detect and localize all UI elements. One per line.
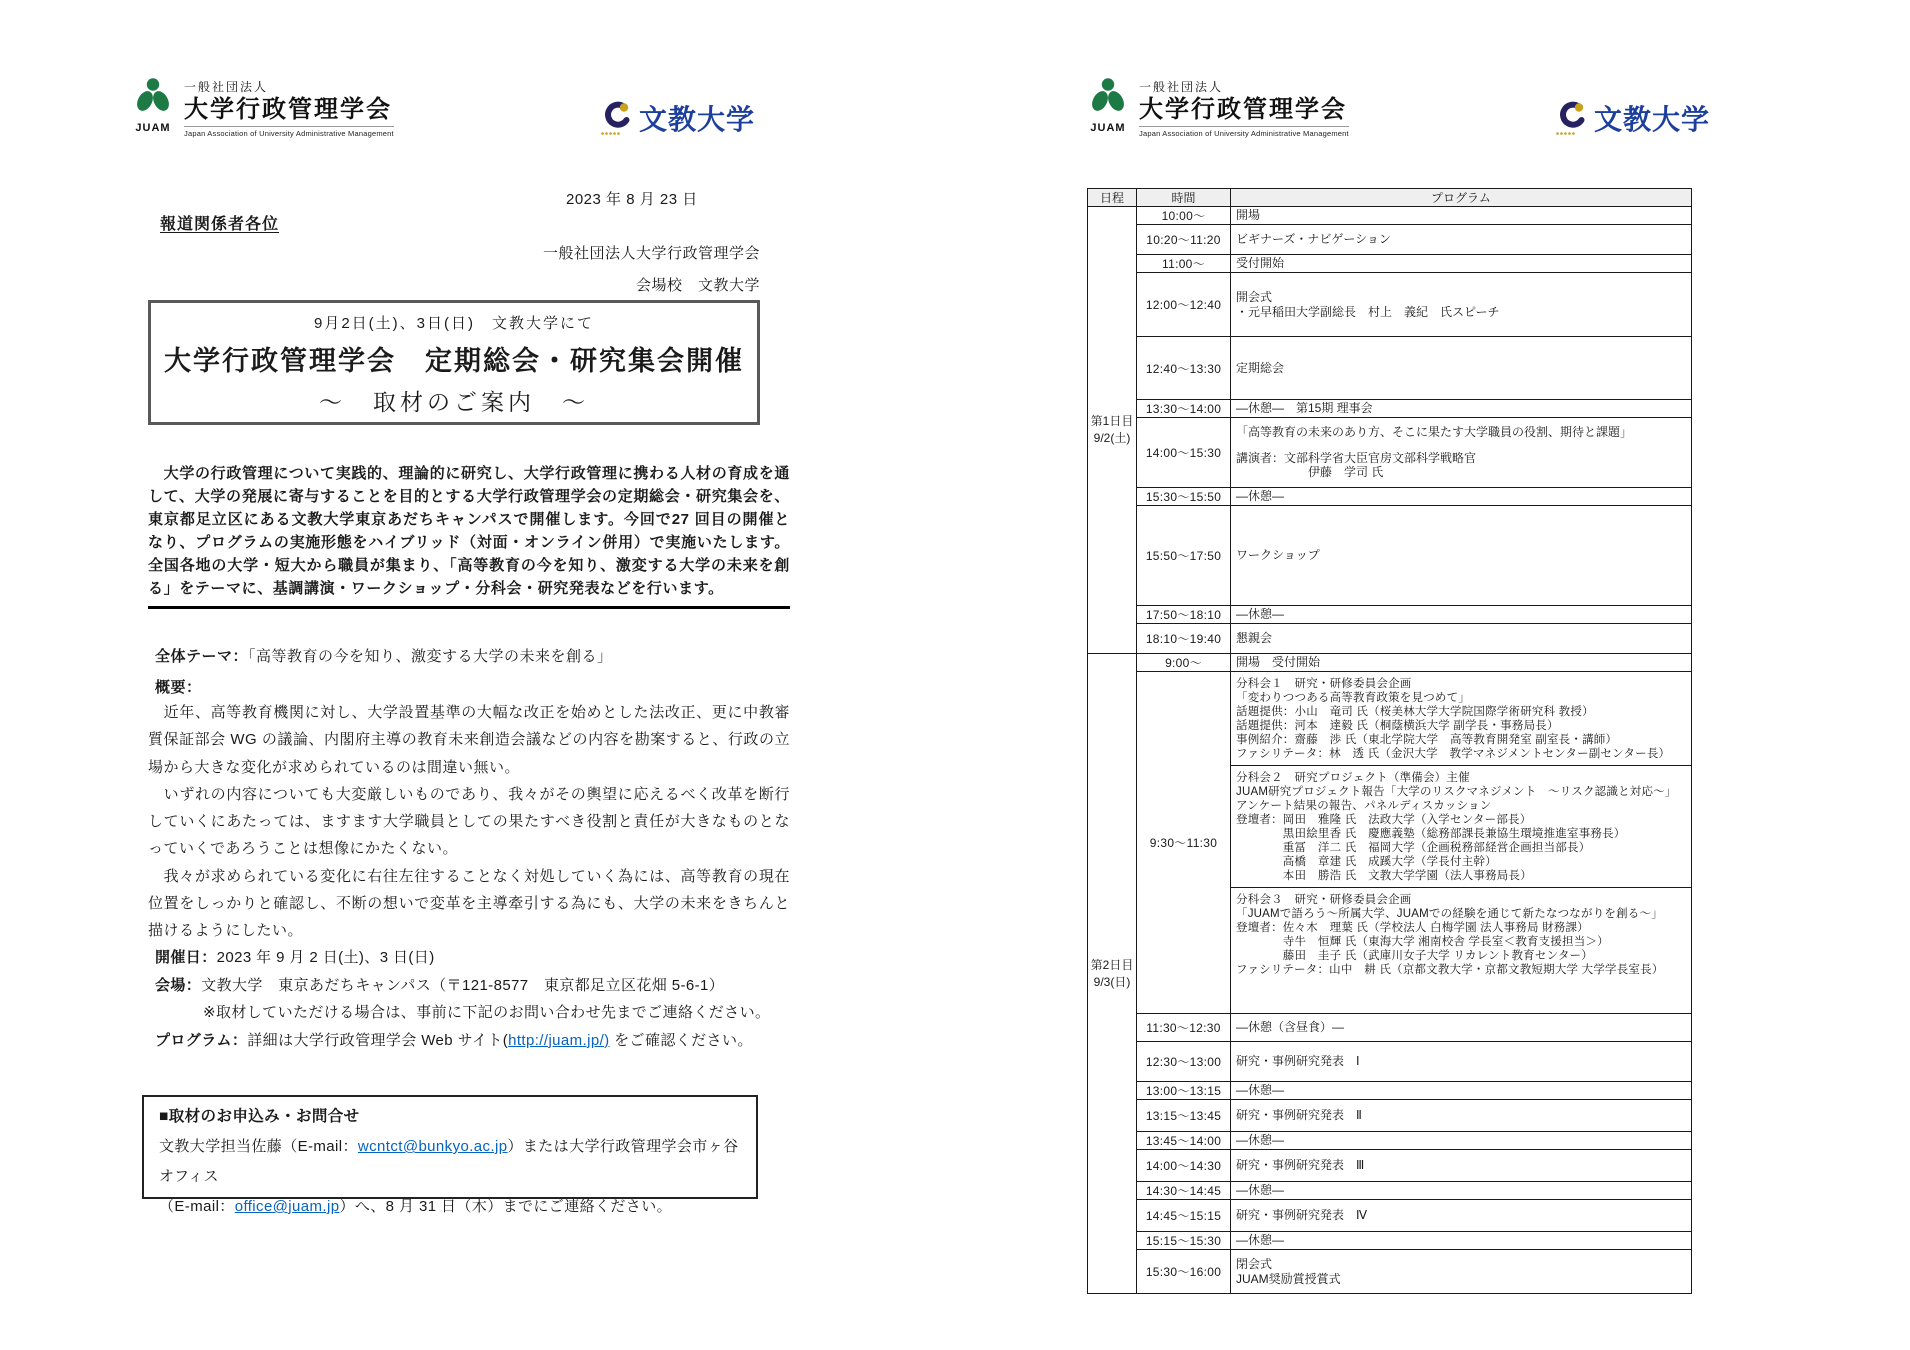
program-cell: [1231, 624, 1692, 654]
schedule-row: [1088, 225, 1692, 255]
program-cell: [1231, 207, 1692, 225]
event-venue-value: 文教大学 東京あだちキャンパス（〒121-8577 東京都足立区花畑 5-6-1）: [201, 976, 725, 994]
schedule-row: [1088, 1182, 1692, 1200]
bunkyo-name: 文教大学: [639, 104, 756, 135]
program-cell: [1231, 418, 1692, 488]
schedule-header-0: 日程: [1088, 189, 1137, 207]
intro-paragraph: 大学の行政管理について実践的、理論的に研究し、大学行政管理に携わる人材の育成を通して、大学の発展に寄与することを目的とする大学行政管理学会の定期総会・研究集会を、東京都足立区にある文教大学東京あだちキャンパスで開催します。今回で27 回目の開催となり、プログラムの実施形態をハイブリッド（対面・オンライン併用）で実施いたします。全国各地の大学・短大から職員が集まり、「高等教育の今を知り、激変する大学の未来を創る」をテーマに、基調講演・ワークショップ・分科会・研究発表などを行います。: [148, 465, 790, 597]
schedule-row: [1088, 506, 1692, 606]
time-cell: 14:00～15:30: [1137, 418, 1231, 488]
time-cell: 17:50～18:10: [1137, 606, 1231, 624]
contact-box-title: ■取材のお申込み・お問合せ: [159, 1108, 360, 1125]
program-line: 寺牛 恒輝 氏（東海大学 湘南校舎 学長室＜教育支援担当＞）: [1236, 936, 1609, 948]
program-line: 登壇者：岡田 雅隆 氏 法政大学（入学センター部長）: [1236, 814, 1532, 826]
juam-logo-icon: [135, 76, 171, 116]
program-line: ―休憩― 第15期 理事会: [1236, 401, 1373, 416]
program-pre-text: 詳細は大学行政管理学会 Web サイト(: [247, 1031, 509, 1049]
venue-note: ※取材していただける場合は、事前に下記のお問い合わせ先までご連絡ください。: [203, 1004, 771, 1022]
program-line: 分科会２ 研究プロジェクト（準備会）主催: [1236, 772, 1470, 784]
contact-line2-post: ）へ、8 月 31 日（木）までにご連絡ください。: [339, 1198, 672, 1215]
time-cell: 14:30～14:45: [1137, 1182, 1231, 1200]
juam-org-subtitle: Japan Association of University Administrative Management: [184, 126, 394, 138]
program-cell: [1231, 1200, 1692, 1232]
program-line: 受付開始: [1236, 256, 1285, 271]
time-cell: 13:15～13:45: [1137, 1100, 1231, 1132]
sender-org: 一般社団法人大学行政管理学会: [542, 245, 760, 262]
program-line: ―休憩―: [1236, 1133, 1285, 1148]
schedule-row: [1088, 337, 1692, 400]
program-cell: [1231, 1150, 1692, 1182]
program-line: [155, 1027, 805, 1055]
overview-paragraph: 我々が求められている変化に右往左往することなく対処していく為には、高等教育の現在位置をしっかりと確認し、不断の想いで変革を主導牽引する為にも、大学の未来をきちんと描けるようにしたい。: [148, 867, 790, 940]
schedule-row: [1088, 1014, 1692, 1042]
event-subtitle: ～ 取材のご案内 ～: [319, 390, 589, 415]
time-cell: 11:30～12:30: [1137, 1014, 1231, 1042]
sender-venue: 会場校 文教大学: [635, 277, 760, 294]
program-cell: [1231, 606, 1692, 624]
program-line: [1236, 440, 1686, 451]
time-cell: 9:00～: [1137, 654, 1231, 672]
program-line: 講演者：文部科学省大臣官房文部科学戦略官: [1236, 450, 1477, 465]
program-line: 研究・事例研究発表 Ⅰ: [1236, 1054, 1360, 1069]
recipient-line: 報道関係者各位: [160, 216, 280, 233]
schedule-row: [1088, 606, 1692, 624]
event-date-value: 2023 年 9 月 2 日(土)、3 日(日): [216, 949, 435, 966]
program-line: 黒田絵里香 氏 慶應義塾（総務部課長兼協生環境推進室事務長）: [1236, 828, 1626, 840]
bunkyo-logo: [1555, 98, 1710, 138]
time-cell: 13:30～14:00: [1137, 400, 1231, 418]
overview-label: 概要：: [155, 679, 202, 696]
juam-logo: [133, 76, 394, 138]
program-line: ―休憩（含昼食）―: [1236, 1020, 1345, 1035]
juam-website-link[interactable]: http://juam.jp/): [508, 1031, 610, 1049]
schedule-row: [1088, 1132, 1692, 1150]
program-line: 分科会３ 研究・研修委員会企画: [1236, 894, 1412, 906]
program-line: 研究・事例研究発表 Ⅲ: [1236, 1158, 1365, 1173]
program-line: 研究・事例研究発表 Ⅱ: [1236, 1108, 1362, 1123]
program-line: 閉会式: [1236, 1257, 1273, 1271]
contact-line-1: [159, 1132, 741, 1192]
time-cell: 14:45～15:15: [1137, 1200, 1231, 1232]
schedule-header-row: [1088, 189, 1692, 207]
program-line: ファシリテータ：山中 耕 氏（京都文教大学・京都文教短期大学 大学学長室長）: [1236, 964, 1664, 976]
bunkyo-logo-icon: [600, 100, 632, 136]
event-venue-label: 会場：: [155, 976, 202, 994]
program-label: プログラム：: [155, 1031, 248, 1049]
program-line: JUAM奨励賞授賞式: [1236, 1271, 1341, 1286]
schedule-row: [1088, 1042, 1692, 1082]
program-line: 本田 勝浩 氏 文教大学学園（法人事務局長）: [1236, 870, 1532, 882]
bunkyo-email-link[interactable]: wcntct@bunkyo.ac.jp: [357, 1138, 508, 1155]
time-cell: 15:30～16:00: [1137, 1250, 1231, 1294]
program-session-block: [1231, 887, 1691, 1013]
juam-acronym: JUAM: [135, 122, 171, 134]
juam-logo: [1088, 76, 1349, 138]
program-line: 「変わりつつある高等教育政策を見つめて」: [1236, 692, 1470, 704]
event-details: [155, 944, 805, 1054]
bunkyo-logo: [600, 98, 755, 138]
time-cell: 15:15～15:30: [1137, 1232, 1231, 1250]
program-session-block: [1231, 765, 1691, 887]
overview-paragraphs: [148, 699, 790, 945]
program-line: 開場: [1236, 208, 1261, 223]
program-line: JUAM研究プロジェクト報告「大学のリスクマネジメント ～リスク認識と対応～」: [1236, 786, 1677, 798]
program-line: 話題提供：河本 達毅 氏（桐蔭横浜大学 副学長・事務局長）: [1236, 720, 1559, 732]
schedule-row: [1088, 1100, 1692, 1132]
theme-label: 全体テーマ：: [155, 648, 249, 665]
program-cell: [1231, 506, 1692, 606]
program-line: 事例紹介：齋藤 渉 氏（東北学院大学 高等教育開発室 副室長・講師）: [1236, 734, 1618, 746]
schedule-row: [1088, 418, 1692, 488]
program-line: ―休憩―: [1236, 489, 1285, 504]
schedule-header-1: 時間: [1137, 189, 1231, 207]
schedule-row: [1088, 255, 1692, 273]
program-cell: [1231, 337, 1692, 400]
event-title: 大学行政管理学会 定期総会・研究集会開催: [164, 346, 744, 376]
program-cell: [1231, 1100, 1692, 1132]
program-cell: [1231, 1250, 1692, 1294]
schedule-table: [1087, 188, 1692, 1294]
time-cell: 12:00～12:40: [1137, 273, 1231, 337]
time-cell: 12:40～13:30: [1137, 337, 1231, 400]
schedule-row: [1088, 624, 1692, 654]
program-cell: [1231, 255, 1692, 273]
schedule-header-2: プログラム: [1231, 189, 1692, 207]
program-cell: [1231, 1082, 1692, 1100]
juam-org-name: 大学行政管理学会: [184, 96, 392, 123]
schedule-row: [1088, 1250, 1692, 1294]
program-cell: [1231, 1132, 1692, 1150]
program-line: ―休憩―: [1236, 607, 1285, 622]
day-cell: 第2日目 9/3(日): [1088, 654, 1137, 1294]
program-line: 分科会１ 研究・研修委員会企画: [1236, 678, 1412, 690]
program-line: 懇親会: [1236, 631, 1273, 646]
time-cell: 11:00～: [1137, 255, 1231, 273]
program-line: ビギナーズ・ナビゲーション: [1236, 232, 1391, 247]
juam-org-name: 大学行政管理学会: [1139, 96, 1347, 123]
time-cell: 18:10～19:40: [1137, 624, 1231, 654]
program-line: ・元早稲田大学副総長 村上 義紀 氏スピーチ: [1236, 304, 1500, 319]
time-cell: 13:45～14:00: [1137, 1132, 1231, 1150]
schedule-row: [1088, 1082, 1692, 1100]
theme-text: 「高等教育の今を知り、激変する大学の未来を創る」: [248, 648, 613, 665]
time-cell: 15:30～15:50: [1137, 488, 1231, 506]
contact-line2-pre: （E-mail：: [159, 1198, 235, 1215]
program-post-text: をご確認ください。: [609, 1031, 753, 1049]
bunkyo-name: 文教大学: [1594, 104, 1711, 135]
program-cell: [1231, 1042, 1692, 1082]
schedule-row: [1088, 400, 1692, 418]
time-cell: 14:00～14:30: [1137, 1150, 1231, 1182]
program-line: ―休憩―: [1236, 1183, 1285, 1198]
schedule-row: [1088, 672, 1692, 1014]
program-cell: [1231, 488, 1692, 506]
overview-paragraph: 近年、高等教育機関に対し、大学設置基準の大幅な改正を始めとした法改正、更に中教審質保証部会 WG の議論、内閣府主導の教育未来創造会議などの内容を勘案すると、行政の立場から大きな変化が求められているのは間違い無い。: [148, 704, 790, 776]
program-line: 「高等教育の未来のあり方、そこに果たす大学職員の役割、期待と課題」: [1236, 425, 1633, 440]
day-cell: 第1日目 9/2(土): [1088, 207, 1137, 654]
schedule-row: [1088, 273, 1692, 337]
time-cell: 12:30～13:00: [1137, 1042, 1231, 1082]
document-date: 2023 年 8 月 23 日: [566, 191, 698, 208]
time-cell: 9:30～11:30: [1137, 672, 1231, 1014]
program-line: アンケート結果の報告、パネルディスカッション: [1236, 800, 1492, 812]
contact-line-2: [159, 1192, 741, 1222]
sender-block: [400, 238, 760, 302]
juam-org-subtitle: Japan Association of University Administrative Management: [1139, 126, 1349, 138]
program-line: 「JUAMで語ろう～所属大学、JUAMでの経験を通じて新たなつながりを創る～」: [1236, 908, 1663, 920]
program-line: ワークショップ: [1236, 548, 1320, 563]
program-line: 研究・事例研究発表 Ⅳ: [1236, 1208, 1368, 1223]
program-line: 登壇者：佐々木 理葉 氏（学校法人 白梅学園 法人事務局 財務課）: [1236, 922, 1589, 934]
schedule-row: [1088, 1232, 1692, 1250]
juam-logo-icon: [1090, 76, 1126, 116]
contact-line1-post: ）または大学行政管理学会市ヶ谷オフィス: [159, 1138, 739, 1185]
schedule-row: [1088, 654, 1692, 672]
schedule-row: [1088, 488, 1692, 506]
program-line: ファシリテータ：林 透 氏（金沢大学 教学マネジメントセンター副センター長）: [1236, 748, 1671, 760]
program-line: 定期総会: [1236, 360, 1285, 375]
program-cell: [1231, 1014, 1692, 1042]
announcement-title-box: [148, 300, 760, 425]
program-cell: [1231, 672, 1692, 1014]
juam-org-type: 一般社団法人: [1139, 80, 1224, 94]
program-line: 重冨 洋二 氏 福岡大学（企画税務部経営企画担当部長）: [1236, 842, 1591, 854]
program-line: ―休憩―: [1236, 1083, 1285, 1098]
bunkyo-logo-icon: [1555, 100, 1587, 136]
event-date-label: 開催日：: [155, 949, 217, 966]
contact-line1-pre: 文教大学担当佐藤（E-mail：: [159, 1138, 358, 1155]
program-session-block: [1231, 672, 1691, 765]
schedule-row: [1088, 207, 1692, 225]
event-venue-line: [155, 972, 805, 1000]
juam-org-type: 一般社団法人: [184, 80, 269, 94]
program-line: 開場 受付開始: [1236, 655, 1321, 670]
overview-paragraph: いずれの内容についても大変厳しいものであり、我々がその輿望に応えるべく改革を断行していくにあたっては、ますます大学職員としての果たすべき役割と責任が大きなものとなっていくであろうことは想像にかたくない。: [148, 785, 790, 858]
time-cell: 13:00～13:15: [1137, 1082, 1231, 1100]
program-line: 藤田 圭子 氏（武庫川女子大学 リカレント教育センター）: [1236, 950, 1593, 962]
time-cell: 15:50～17:50: [1137, 506, 1231, 606]
schedule-row: [1088, 1200, 1692, 1232]
program-line: 話題提供：小山 竜司 氏（桜美林大学大学院国際学術研究科 教授）: [1236, 706, 1594, 718]
program-cell: [1231, 1182, 1692, 1200]
program-line: 伊藤 学司 氏: [1236, 465, 1384, 480]
program-line: 開会式: [1236, 290, 1273, 304]
event-date-line: [155, 944, 805, 972]
schedule-row: [1088, 1150, 1692, 1182]
juam-email-link[interactable]: office@juam.jp: [234, 1198, 340, 1215]
juam-acronym: JUAM: [1090, 122, 1126, 134]
program-cell: [1231, 273, 1692, 337]
program-cell: [1231, 1232, 1692, 1250]
section-divider: [148, 606, 790, 609]
time-cell: 10:00～: [1137, 207, 1231, 225]
event-dates-line: 9月2日(土)、3日(日) 文教大学にて: [313, 315, 594, 332]
program-cell: [1231, 225, 1692, 255]
program-line: ―休憩―: [1236, 1233, 1285, 1248]
program-cell: [1231, 654, 1692, 672]
program-cell: [1231, 400, 1692, 418]
overall-theme-line: [155, 645, 613, 666]
contact-box: [142, 1095, 758, 1215]
program-line: 高橋 章建 氏 成蹊大学（学長付主幹）: [1236, 856, 1497, 868]
time-cell: 10:20～11:20: [1137, 225, 1231, 255]
